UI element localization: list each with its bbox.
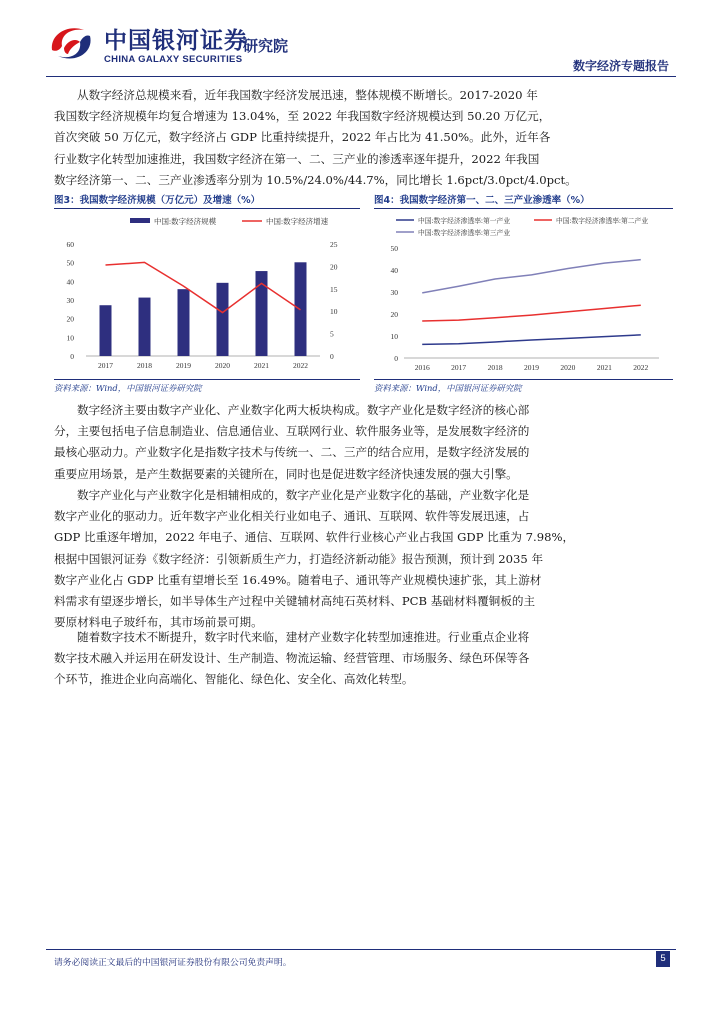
legend-label-series-2: 中国:数字经济渗透率:第二产业: [556, 218, 649, 225]
paragraph-1: [54, 85, 672, 191]
paragraph-line: 料需求有望逐步增长，如半导体生产过程中关键辅材高纯石英材料、PCB 基础材料覆铜板的主: [54, 594, 536, 609]
y-left-tick-label: 40: [66, 277, 74, 287]
x-tick-label: 2021: [596, 363, 612, 372]
paragraph-3: [54, 485, 672, 633]
footer-divider: [46, 949, 676, 950]
growth-rate-line: [106, 262, 301, 312]
paragraph-line: 我国数字经济规模年均复合增速为 13.04%，至 2022 年我国数字经济规模达到 50.20 万亿元，: [54, 109, 551, 124]
legend-swatch-bar: [130, 218, 150, 223]
x-tick-label: 2020: [215, 361, 230, 370]
y-tick-label: 20: [390, 310, 398, 319]
y-tick-label: 30: [390, 288, 398, 297]
x-tick-label: 2016: [414, 363, 430, 372]
y-tick-label: 40: [390, 266, 398, 275]
x-tick-label: 2022: [633, 363, 649, 372]
paragraph-line: 数字经济第一、二、三产业渗透率分别为 10.5%/24.0%/44.7%，同比增长 1.6pct/3.0pct/4.0pct。: [54, 172, 577, 187]
report-title: 数字经济专题报告: [572, 59, 669, 73]
footer-disclaimer: 请务必阅读正文最后的中国银河证券股份有限公司免责声明。: [54, 958, 292, 968]
legend-label-bar: 中国:数字经济规模: [154, 217, 217, 226]
paragraph-line: 从数字经济总规模来看，近年我国数字经济发展迅速，整体规模不断增长。2017-2020 年: [77, 88, 538, 102]
legend-label-series-1: 中国:数字经济渗透率:第一产业: [418, 218, 511, 225]
figure-4-chart: [374, 210, 673, 378]
y-right-tick-label: 25: [330, 240, 338, 249]
paragraph-line: 最核心驱动力。产业数字化是指数字技术与传统一、二、三产的结合应用，是数字经济发展的: [54, 445, 530, 460]
y-left-tick-label: 60: [66, 240, 74, 249]
y-left-tick-label: 0: [70, 352, 74, 361]
y-right-tick-label: 15: [330, 284, 338, 294]
x-tick-label: 2020: [560, 363, 576, 372]
paragraph-line: 重要应用场景，是产生数据要素的关键所在，同时也是促进数字经济快速发展的强大引擎。: [54, 466, 518, 481]
paragraph-2: [54, 400, 672, 485]
paragraph-line: 行业数字化转型加速推进，我国数字经济在第一、二、三产业的渗透率逐年提升，2022 年我国: [54, 151, 540, 166]
figure-3-source: 资料来源：Wind，中国银河证券研究院: [54, 383, 202, 393]
bar-2017: [100, 305, 112, 356]
logo-chinese-name: 中国银河证券: [104, 28, 248, 54]
logo-english-name: CHINA GALAXY SECURITIES: [104, 54, 243, 65]
figure-3-top-rule: [54, 208, 360, 209]
figure-4-bottom-rule: [374, 379, 673, 380]
y-tick-label: 0: [394, 354, 398, 363]
paragraph-line: 要原材料电子玻纤布，其市场前景可期。: [54, 615, 263, 630]
paragraph-line: 分，主要包括电子信息制造业、信息通信业、互联网行业、软件服务业等，是发展数字经济的: [54, 424, 530, 439]
paragraph-line: 数字经济主要由数字产业化、产业数字化两大板块构成。数字产业化是数字经济的核心部: [77, 403, 530, 417]
series-line-2: [422, 305, 641, 321]
x-tick-label: 2019: [524, 363, 539, 372]
figure-4-top-rule: [374, 208, 673, 209]
bar-2018: [139, 298, 151, 356]
figure-3-title: 图3：我国数字经济规模（万亿元）及增速（%）: [54, 195, 261, 206]
paragraph-line: 首次突破 50 万亿元，数字经济占 GDP 比重持续提升，2022 年占比为 41.50%。此外，近年各: [54, 130, 551, 145]
x-tick-label: 2017: [98, 361, 113, 370]
y-right-tick-label: 5: [330, 329, 334, 339]
y-left-tick-label: 30: [66, 296, 74, 305]
paragraph-line: 数字产业化与产业数字化是相辅相成的，数字产业化是产业数字化的基础，产业数字化是: [77, 488, 530, 502]
series-line-3: [422, 260, 641, 293]
bar-2020: [217, 283, 229, 356]
y-left-tick-label: 50: [66, 258, 74, 268]
paragraph-4: [54, 627, 672, 691]
header-divider: [46, 76, 676, 77]
paragraph-line: 数字技术融入并运用在研发设计、生产制造、物流运输、经营管理、市场服务、绿色环保等各: [54, 651, 530, 666]
x-tick-label: 2022: [293, 361, 308, 370]
x-tick-label: 2017: [451, 363, 467, 372]
legend-label-series-3: 中国:数字经济渗透率:第三产业: [418, 230, 511, 237]
x-tick-label: 2021: [254, 361, 269, 370]
figure-3-chart: [54, 210, 360, 378]
paragraph-line: GDP 比重逐年增加，2022 年电子、通信、互联网、软件行业核心产业占我国 GDP 比重为 7.98%，: [54, 530, 575, 545]
y-tick-label: 50: [390, 244, 398, 253]
paragraph-line: 数字产业化的驱动力。近年数字产业化相关行业如电子、通讯、互联网、软件等发展迅速，占: [54, 509, 530, 524]
legend-label-line: 中国:数字经济增速: [266, 217, 329, 226]
page-number: 5: [656, 951, 670, 967]
figure-3-bottom-rule: [54, 379, 360, 380]
logo: [46, 20, 96, 66]
paragraph-line: 个环节，推进企业向高端化、智能化、绿色化、安全化、高效化转型。: [54, 672, 414, 687]
bar-2019: [178, 289, 190, 356]
paragraph-line: 数字产业化占 GDP 比重有望增长至 16.49%。随着电子、通讯等产业规模快速扩张，其上游材: [54, 572, 542, 587]
x-tick-label: 2018: [137, 361, 152, 370]
y-tick-label: 10: [390, 332, 398, 341]
paragraph-line: 根据中国银河证券《数字经济：引领新质生产力，打造经济新动能》报告预测，预计到 2035 年: [54, 551, 544, 566]
x-tick-label: 2018: [487, 363, 503, 372]
y-right-tick-label: 20: [330, 262, 338, 272]
y-left-tick-label: 10: [66, 333, 74, 343]
galaxy-logo-icon: [46, 20, 96, 66]
y-right-tick-label: 0: [330, 352, 334, 361]
y-right-tick-label: 10: [330, 307, 338, 317]
figure-4-title: 图4：我国数字经济第一、二、三产业渗透率（%）: [374, 195, 590, 206]
paragraph-line: 随着数字技术不断提升，数字时代来临，建材产业数字化转型加速推进。行业重点企业将: [77, 630, 530, 644]
figure-4-source: 资料来源：Wind，中国银河证券研究院: [374, 383, 522, 393]
x-tick-label: 2019: [176, 361, 191, 370]
institute-name: 研究院: [243, 37, 289, 55]
series-line-1: [422, 335, 641, 344]
y-left-tick-label: 20: [66, 314, 74, 324]
